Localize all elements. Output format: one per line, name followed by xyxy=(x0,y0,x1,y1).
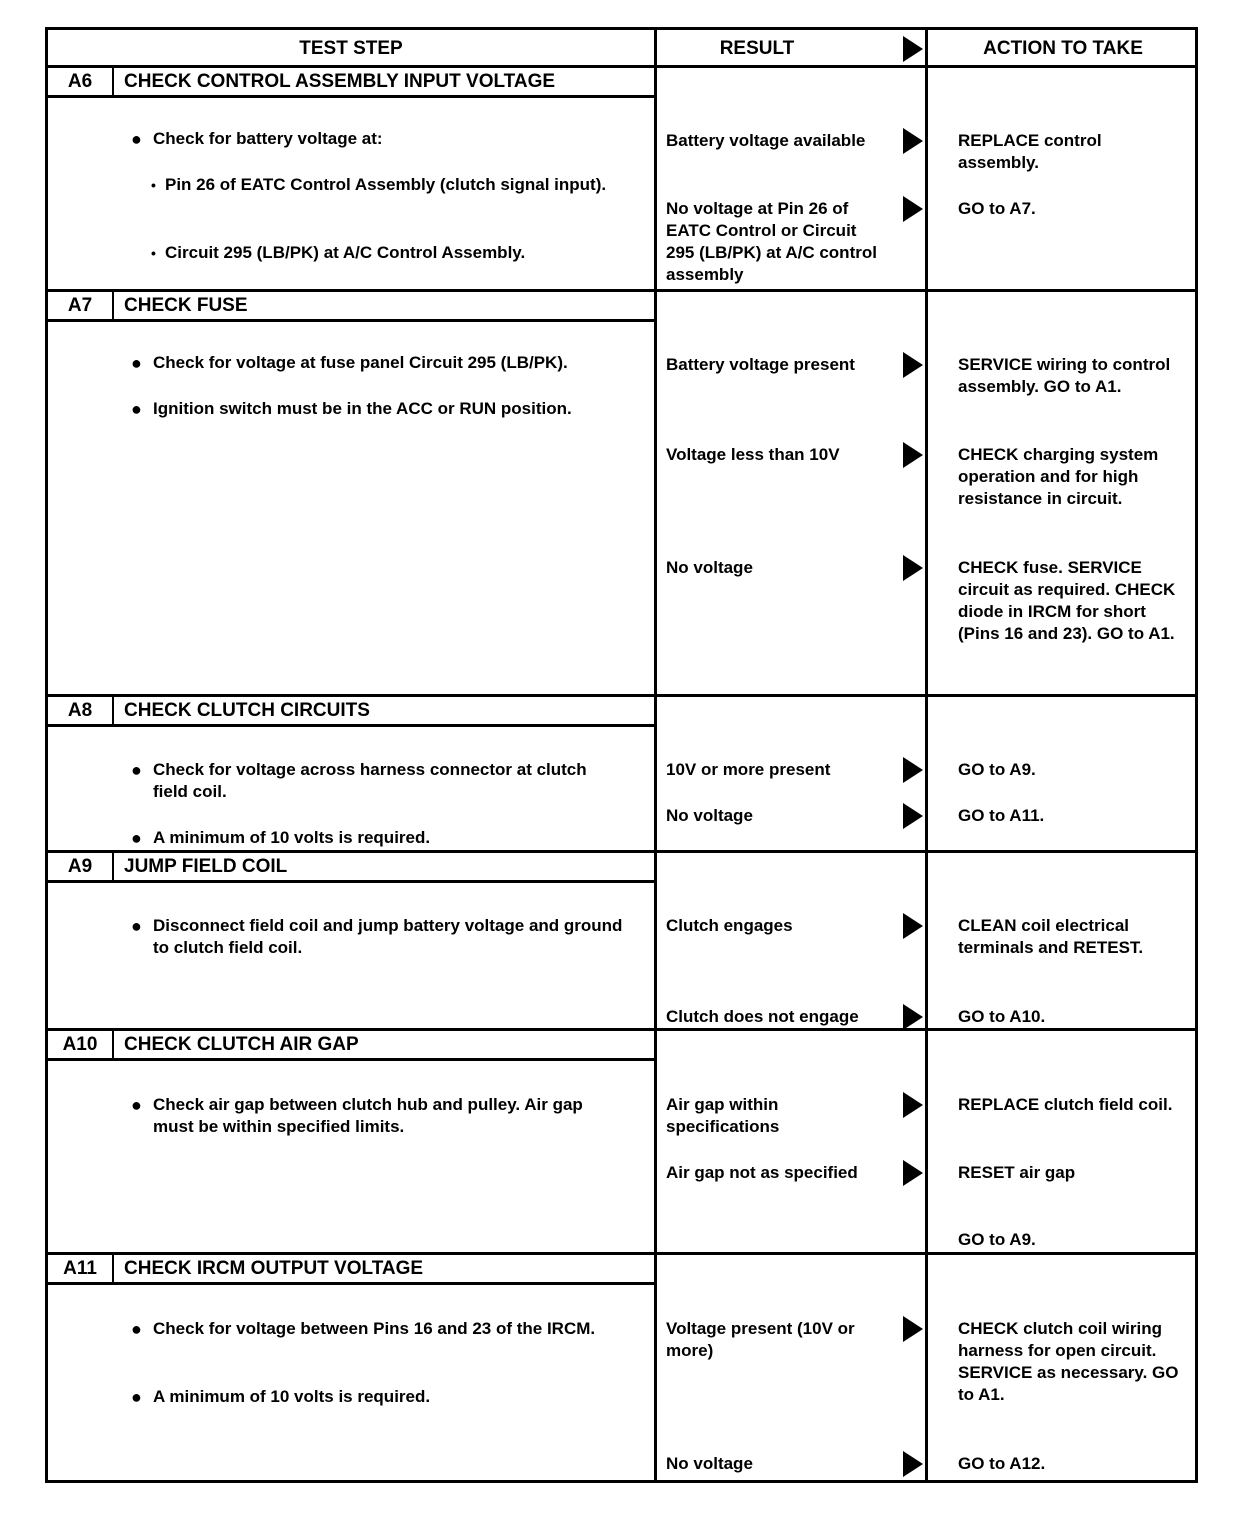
header-arrow-icon xyxy=(903,36,923,62)
step-section-a6 xyxy=(48,68,1195,292)
bullet-icon: ● xyxy=(131,399,142,419)
result-text: Air gap within specifications xyxy=(666,1095,780,1136)
list-item: ● A minimum of 10 volts is required. xyxy=(131,828,431,848)
step-id: A10 xyxy=(48,1031,114,1058)
step-title: CHECK CONTROL ASSEMBLY INPUT VOLTAGE xyxy=(124,71,556,92)
result-text: Clutch does not engage xyxy=(666,1007,859,1026)
arrow-icon xyxy=(903,1092,923,1118)
step-header xyxy=(48,292,654,322)
bullet-icon: ● xyxy=(131,1095,142,1115)
arrow-icon xyxy=(903,803,923,829)
step-id: A6 xyxy=(48,68,114,95)
action-text: SERVICE wiring to control assembly. GO to A1. xyxy=(958,355,1171,396)
table-header xyxy=(48,30,1195,68)
bullet-icon: ● xyxy=(131,828,142,848)
step-header xyxy=(48,853,654,883)
step-header xyxy=(48,68,654,98)
list-item: • Pin 26 of EATC Control Assembly (clutch signal input). xyxy=(151,175,607,194)
list-item: ● Check for voltage at fuse panel Circuit 295 (LB/PK). xyxy=(131,353,568,373)
arrow-icon xyxy=(903,1316,923,1342)
action-text: CHECK charging system operation and for high resistance in circuit. xyxy=(958,445,1159,508)
step-title: CHECK FUSE xyxy=(124,295,248,316)
list-item: ● Check air gap between clutch hub and pulley. Air gap must be within specified limits. xyxy=(131,1095,583,1136)
arrow-icon xyxy=(903,128,923,154)
arrow-icon xyxy=(903,196,923,222)
step-section-a11 xyxy=(48,1255,1195,1480)
result-text: Air gap not as specified xyxy=(666,1163,858,1182)
result-text: Voltage less than 10V xyxy=(666,445,840,464)
result-text: No voltage xyxy=(666,1454,753,1473)
list-item: ● Check for voltage across harness connector at clutch field coil. xyxy=(131,760,587,801)
action-text: REPLACE control assembly. xyxy=(958,131,1102,172)
arrow-icon xyxy=(903,352,923,378)
bullet-icon: ● xyxy=(131,1387,142,1407)
step-header xyxy=(48,1255,654,1285)
result-text: Battery voltage available xyxy=(666,131,866,150)
action-text: GO to A9. xyxy=(958,1230,1036,1249)
action-text: CHECK fuse. SERVICE circuit as required. CHECK diode in IRCM for short (Pins 16 and 23). GO to A1. xyxy=(958,558,1176,643)
header-result: RESULT xyxy=(719,38,795,59)
action-text: REPLACE clutch field coil. xyxy=(958,1095,1173,1114)
result-text: No voltage at Pin 26 of EATC Control or Circuit 295 (LB/PK) at A/C control assembly xyxy=(666,199,877,284)
arrow-icon xyxy=(903,1004,923,1030)
action-text: GO to A12. xyxy=(958,1454,1046,1473)
bullet-icon: ● xyxy=(131,1319,142,1339)
step-id: A9 xyxy=(48,853,114,880)
action-text: RESET air gap xyxy=(958,1163,1076,1182)
bullet-icon: ● xyxy=(131,353,142,373)
list-item: ● A minimum of 10 volts is required. xyxy=(131,1387,431,1407)
bullet-icon: ● xyxy=(131,760,142,780)
header-action: ACTION TO TAKE xyxy=(983,38,1143,59)
arrow-icon xyxy=(903,913,923,939)
arrow-icon xyxy=(903,757,923,783)
list-item: ● Check for battery voltage at: xyxy=(131,129,383,149)
result-text: Battery voltage present xyxy=(666,355,855,374)
step-title: CHECK CLUTCH AIR GAP xyxy=(124,1034,359,1055)
bullet-icon: • xyxy=(151,177,156,193)
bullet-icon: • xyxy=(151,245,156,261)
step-title: CHECK IRCM OUTPUT VOLTAGE xyxy=(124,1258,424,1279)
action-text: CHECK clutch coil wiring harness for open circuit. SERVICE as necessary. GO to A1. xyxy=(958,1319,1179,1404)
action-text: GO to A11. xyxy=(958,806,1045,825)
list-item: ● Disconnect field coil and jump battery voltage and ground to clutch field coil. xyxy=(131,916,623,957)
step-header xyxy=(48,1031,654,1061)
step-header xyxy=(48,697,654,727)
step-title: CHECK CLUTCH CIRCUITS xyxy=(124,700,370,721)
step-title: JUMP FIELD COIL xyxy=(124,856,288,877)
result-text: No voltage xyxy=(666,558,753,577)
list-item: ● Check for voltage between Pins 16 and 23 of the IRCM. xyxy=(131,1319,596,1339)
result-text: 10V or more present xyxy=(666,760,831,779)
action-text: GO to A10. xyxy=(958,1007,1046,1026)
step-id: A8 xyxy=(48,697,114,724)
bullet-icon: ● xyxy=(131,129,142,149)
step-id: A11 xyxy=(48,1255,114,1282)
result-text: Clutch engages xyxy=(666,916,793,935)
step-section-a10 xyxy=(48,1031,1195,1255)
arrow-icon xyxy=(903,1160,923,1186)
action-text: GO to A9. xyxy=(958,760,1036,779)
diagnostic-table xyxy=(45,27,1198,1483)
arrow-icon xyxy=(903,555,923,581)
step-section-a9 xyxy=(48,853,1195,1031)
arrow-icon xyxy=(903,1451,923,1477)
list-item: • Circuit 295 (LB/PK) at A/C Control Assembly. xyxy=(151,243,526,262)
action-text: CLEAN coil electrical terminals and RETEST. xyxy=(958,916,1144,957)
action-text: GO to A7. xyxy=(958,199,1036,218)
step-section-a7 xyxy=(48,292,1195,697)
arrow-icon xyxy=(903,442,923,468)
bullet-icon: ● xyxy=(131,916,142,936)
list-item: ● Ignition switch must be in the ACC or RUN position. xyxy=(131,399,572,419)
header-test-step: TEST STEP xyxy=(299,38,403,59)
result-text: No voltage xyxy=(666,806,753,825)
step-id: A7 xyxy=(48,292,114,319)
step-section-a8 xyxy=(48,697,1195,853)
result-text: Voltage present (10V or more) xyxy=(666,1319,855,1360)
